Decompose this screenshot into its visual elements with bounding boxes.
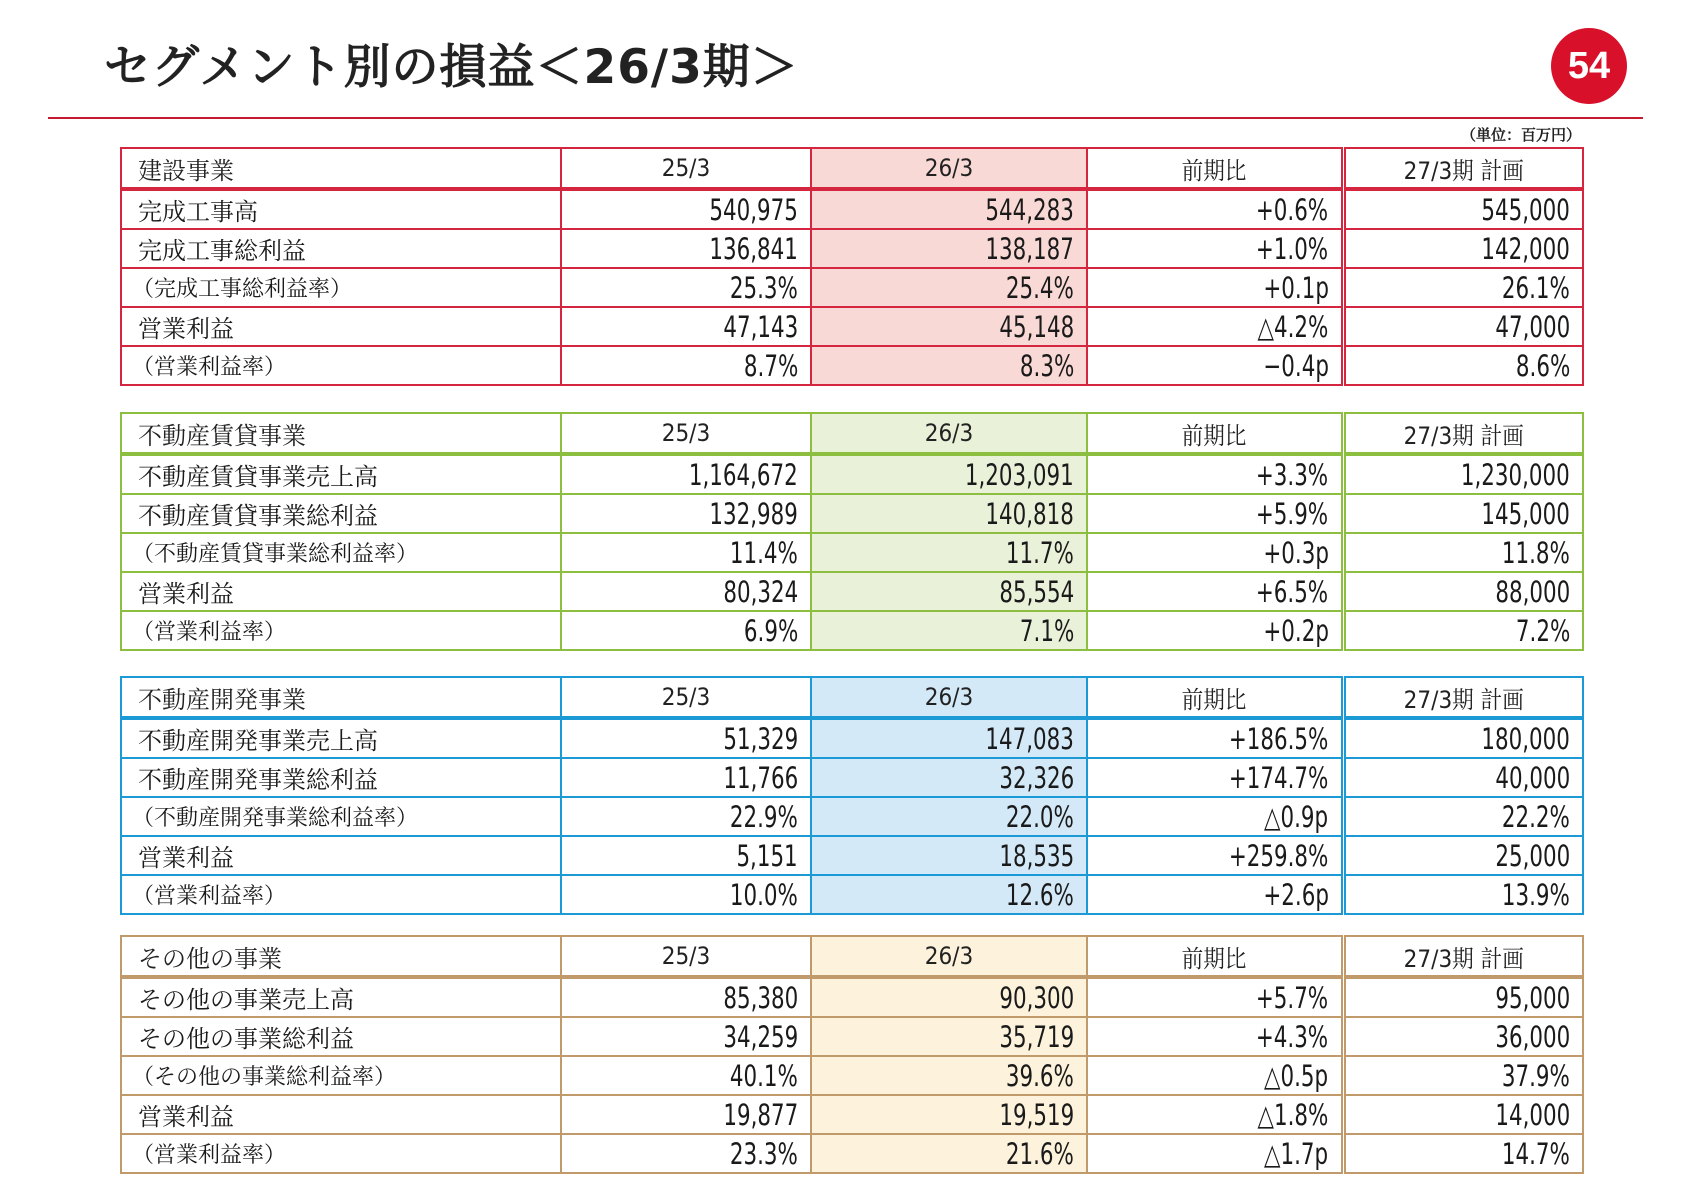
row-label: 営業利益 <box>121 572 561 611</box>
column-header-col-25-3 <box>561 677 811 718</box>
column-header-label: 27/3期 計画 <box>1403 944 1524 973</box>
cell-col-plan <box>1343 1056 1583 1095</box>
table-row <box>121 797 1583 836</box>
segment-name: 不動産賃貸事業 <box>121 413 561 454</box>
cell-value: 23.3% <box>730 1136 798 1171</box>
cell-col-25-3 <box>561 797 811 836</box>
column-header-label: 27/3期 計画 <box>1403 156 1524 185</box>
cell-value: 13.9% <box>1502 877 1570 912</box>
segment-table-real-estate-development <box>120 676 1584 915</box>
cell-col-yoy <box>1087 836 1343 875</box>
cell-value: 1,230,000 <box>1461 457 1570 492</box>
cell-col-25-3 <box>561 758 811 797</box>
cell-value: 80,324 <box>723 574 798 609</box>
column-header-label: 26/3 <box>924 154 974 182</box>
table-row <box>121 494 1583 533</box>
cell-value: 25,000 <box>1495 838 1570 873</box>
cell-col-26-3 <box>811 611 1087 650</box>
segment-header-row <box>121 148 1583 189</box>
row-label: 不動産開発事業売上高 <box>121 718 561 758</box>
cell-value: 14,000 <box>1495 1097 1570 1132</box>
cell-col-yoy <box>1087 189 1343 229</box>
cell-value: 95,000 <box>1495 980 1570 1015</box>
segment-header-row <box>121 936 1583 977</box>
cell-value: 180,000 <box>1481 721 1570 756</box>
column-header-col-yoy <box>1087 148 1343 189</box>
column-header-col-yoy <box>1087 936 1343 977</box>
cell-col-25-3 <box>561 1134 811 1173</box>
cell-value: 40.1% <box>730 1058 798 1093</box>
row-label: （営業利益率） <box>121 1134 561 1173</box>
column-header-col-yoy <box>1087 413 1343 454</box>
column-header-label: 25/3 <box>661 683 711 711</box>
cell-col-yoy <box>1087 758 1343 797</box>
column-header-col-yoy <box>1087 677 1343 718</box>
row-label: 不動産賃貸事業売上高 <box>121 454 561 494</box>
cell-col-26-3 <box>811 494 1087 533</box>
table-row <box>121 1056 1583 1095</box>
cell-col-plan <box>1343 572 1583 611</box>
cell-value: 40,000 <box>1495 760 1570 795</box>
column-header-label: 前期比 <box>1181 421 1247 450</box>
cell-value: 145,000 <box>1481 496 1570 531</box>
cell-col-yoy <box>1087 1017 1343 1056</box>
cell-value: +5.7% <box>1256 980 1329 1015</box>
cell-value: 6.9% <box>743 613 798 648</box>
column-header-label: 26/3 <box>924 942 974 970</box>
title-divider <box>48 117 1643 119</box>
cell-col-plan <box>1343 229 1583 268</box>
cell-col-plan <box>1343 346 1583 385</box>
cell-col-yoy <box>1087 307 1343 346</box>
row-label: その他の事業総利益 <box>121 1017 561 1056</box>
cell-col-26-3 <box>811 977 1087 1017</box>
column-header-col-26-3 <box>811 936 1087 977</box>
cell-col-yoy <box>1087 572 1343 611</box>
row-label: （不動産賃貸事業総利益率） <box>121 533 561 572</box>
cell-col-yoy <box>1087 977 1343 1017</box>
cell-col-25-3 <box>561 189 811 229</box>
cell-col-plan <box>1343 454 1583 494</box>
cell-value: 540,975 <box>709 192 798 227</box>
cell-value: 11.8% <box>1502 535 1570 570</box>
column-header-label: 前期比 <box>1181 156 1247 185</box>
cell-col-yoy <box>1087 1095 1343 1134</box>
column-header-col-plan <box>1343 936 1583 977</box>
cell-col-25-3 <box>561 454 811 494</box>
cell-col-plan <box>1343 189 1583 229</box>
cell-col-25-3 <box>561 533 811 572</box>
cell-value: +4.3% <box>1256 1019 1329 1054</box>
row-label: 営業利益 <box>121 836 561 875</box>
cell-col-26-3 <box>811 1095 1087 1134</box>
cell-col-plan <box>1343 797 1583 836</box>
cell-value: 35,719 <box>999 1019 1074 1054</box>
cell-col-26-3 <box>811 1056 1087 1095</box>
segment-name: 不動産開発事業 <box>121 677 561 718</box>
cell-col-25-3 <box>561 1095 811 1134</box>
cell-col-25-3 <box>561 1056 811 1095</box>
row-label: （営業利益率） <box>121 611 561 650</box>
table-row <box>121 1017 1583 1056</box>
cell-col-26-3 <box>811 836 1087 875</box>
cell-value: 142,000 <box>1481 231 1570 266</box>
cell-col-yoy <box>1087 229 1343 268</box>
cell-col-plan <box>1343 977 1583 1017</box>
cell-value: 147,083 <box>985 721 1074 756</box>
cell-value: 10.0% <box>730 877 798 912</box>
cell-col-26-3 <box>811 533 1087 572</box>
cell-value: 5,151 <box>736 838 798 873</box>
column-header-label: 26/3 <box>924 683 974 711</box>
cell-col-26-3 <box>811 229 1087 268</box>
cell-col-25-3 <box>561 307 811 346</box>
cell-col-plan <box>1343 1134 1583 1173</box>
table-row <box>121 572 1583 611</box>
cell-col-plan <box>1343 611 1583 650</box>
cell-col-plan <box>1343 1095 1583 1134</box>
cell-value: 11.4% <box>730 535 798 570</box>
cell-value: +2.6p <box>1262 877 1329 912</box>
cell-col-25-3 <box>561 346 811 385</box>
table-row <box>121 758 1583 797</box>
cell-value: 1,203,091 <box>965 457 1074 492</box>
cell-col-26-3 <box>811 1134 1087 1173</box>
cell-col-25-3 <box>561 494 811 533</box>
cell-value: 22.9% <box>730 799 798 834</box>
cell-value: 47,143 <box>723 309 798 344</box>
segment-header-row <box>121 413 1583 454</box>
column-header-label: 前期比 <box>1181 685 1247 714</box>
column-header-label: 26/3 <box>924 419 974 447</box>
cell-col-plan <box>1343 494 1583 533</box>
cell-value: 8.7% <box>743 348 798 383</box>
cell-value: +0.2p <box>1262 613 1329 648</box>
cell-value: 37.9% <box>1502 1058 1570 1093</box>
cell-col-yoy <box>1087 494 1343 533</box>
cell-col-26-3 <box>811 718 1087 758</box>
column-header-col-26-3 <box>811 148 1087 189</box>
table-row <box>121 533 1583 572</box>
cell-col-plan <box>1343 836 1583 875</box>
row-label: （営業利益率） <box>121 875 561 914</box>
cell-col-26-3 <box>811 758 1087 797</box>
cell-value: 545,000 <box>1481 192 1570 227</box>
cell-value: 22.0% <box>1006 799 1074 834</box>
column-header-col-25-3 <box>561 413 811 454</box>
cell-value: +0.3p <box>1262 535 1329 570</box>
cell-value: +3.3% <box>1256 457 1329 492</box>
cell-value: 18,535 <box>999 838 1074 873</box>
cell-value: +186.5% <box>1229 721 1329 756</box>
table-row <box>121 611 1583 650</box>
table-row <box>121 1134 1583 1173</box>
cell-value: 90,300 <box>999 980 1074 1015</box>
cell-col-26-3 <box>811 875 1087 914</box>
cell-value: +0.1p <box>1262 270 1329 305</box>
cell-value: +0.6% <box>1256 192 1329 227</box>
cell-value: 7.2% <box>1515 613 1570 648</box>
row-label: （その他の事業総利益率） <box>121 1056 561 1095</box>
unit-note: （単位：百万円） <box>1460 126 1581 144</box>
column-header-col-26-3 <box>811 677 1087 718</box>
segment-table-construction <box>120 147 1584 386</box>
cell-col-yoy <box>1087 1134 1343 1173</box>
table-row <box>121 875 1583 914</box>
row-label: 完成工事総利益 <box>121 229 561 268</box>
cell-col-plan <box>1343 875 1583 914</box>
cell-value: 39.6% <box>1006 1058 1074 1093</box>
row-label: 不動産開発事業総利益 <box>121 758 561 797</box>
cell-col-yoy <box>1087 346 1343 385</box>
cell-col-plan <box>1343 1017 1583 1056</box>
cell-col-25-3 <box>561 611 811 650</box>
page-title: セグメント別の損益＜26/3期＞ <box>104 40 799 95</box>
cell-value: 11.7% <box>1006 535 1074 570</box>
segment-header-row <box>121 677 1583 718</box>
cell-value: 47,000 <box>1495 309 1570 344</box>
segment-table-other <box>120 935 1584 1174</box>
cell-value: 21.6% <box>1006 1136 1074 1171</box>
cell-value: 14.7% <box>1502 1136 1570 1171</box>
table-row <box>121 836 1583 875</box>
cell-value: 88,000 <box>1495 574 1570 609</box>
column-header-col-plan <box>1343 413 1583 454</box>
cell-col-26-3 <box>811 346 1087 385</box>
cell-col-yoy <box>1087 611 1343 650</box>
cell-value: △0.5p <box>1264 1058 1329 1093</box>
cell-value: 138,187 <box>985 231 1074 266</box>
column-header-col-25-3 <box>561 936 811 977</box>
cell-value: 19,519 <box>999 1097 1074 1132</box>
cell-col-plan <box>1343 718 1583 758</box>
cell-value: △1.8% <box>1257 1097 1329 1132</box>
segment-name: 建設事業 <box>121 148 561 189</box>
cell-col-26-3 <box>811 1017 1087 1056</box>
cell-col-25-3 <box>561 1017 811 1056</box>
cell-value: +5.9% <box>1256 496 1329 531</box>
column-header-col-plan <box>1343 148 1583 189</box>
table-row <box>121 718 1583 758</box>
cell-value: 8.3% <box>1019 348 1074 383</box>
cell-value: −0.4p <box>1262 348 1329 383</box>
cell-value: +1.0% <box>1256 231 1329 266</box>
cell-col-26-3 <box>811 307 1087 346</box>
cell-col-yoy <box>1087 268 1343 307</box>
cell-col-plan <box>1343 533 1583 572</box>
cell-value: △1.7p <box>1264 1136 1329 1171</box>
table-row <box>121 189 1583 229</box>
cell-value: 136,841 <box>709 231 798 266</box>
segment-name: その他の事業 <box>121 936 561 977</box>
cell-col-26-3 <box>811 268 1087 307</box>
row-label: （完成工事総利益率） <box>121 268 561 307</box>
row-label: 不動産賃貸事業総利益 <box>121 494 561 533</box>
cell-value: 51,329 <box>723 721 798 756</box>
cell-value: △4.2% <box>1257 309 1329 344</box>
column-header-label: 25/3 <box>661 154 711 182</box>
cell-col-yoy <box>1087 1056 1343 1095</box>
cell-value: +6.5% <box>1256 574 1329 609</box>
page-number-badge: 54 <box>1551 28 1627 104</box>
cell-value: 11,766 <box>723 760 798 795</box>
cell-col-26-3 <box>811 797 1087 836</box>
cell-value: 45,148 <box>999 309 1074 344</box>
cell-col-25-3 <box>561 836 811 875</box>
cell-col-26-3 <box>811 189 1087 229</box>
cell-col-25-3 <box>561 268 811 307</box>
column-header-label: 25/3 <box>661 419 711 447</box>
cell-value: 34,259 <box>723 1019 798 1054</box>
cell-value: 25.3% <box>730 270 798 305</box>
cell-col-yoy <box>1087 875 1343 914</box>
table-row <box>121 346 1583 385</box>
column-header-label: 27/3期 計画 <box>1403 685 1524 714</box>
cell-col-plan <box>1343 268 1583 307</box>
column-header-label: 25/3 <box>661 942 711 970</box>
table-row <box>121 977 1583 1017</box>
table-row <box>121 307 1583 346</box>
column-header-col-26-3 <box>811 413 1087 454</box>
cell-value: 8.6% <box>1515 348 1570 383</box>
row-label: （営業利益率） <box>121 346 561 385</box>
row-label: 営業利益 <box>121 1095 561 1134</box>
table-row <box>121 1095 1583 1134</box>
cell-value: 12.6% <box>1006 877 1074 912</box>
table-row <box>121 229 1583 268</box>
cell-value: +259.8% <box>1229 838 1329 873</box>
cell-col-25-3 <box>561 875 811 914</box>
cell-value: △0.9p <box>1264 799 1329 834</box>
cell-value: +174.7% <box>1229 760 1329 795</box>
row-label: その他の事業売上高 <box>121 977 561 1017</box>
cell-value: 26.1% <box>1502 270 1570 305</box>
row-label: 完成工事高 <box>121 189 561 229</box>
column-header-col-25-3 <box>561 148 811 189</box>
cell-col-yoy <box>1087 718 1343 758</box>
cell-value: 25.4% <box>1006 270 1074 305</box>
column-header-col-plan <box>1343 677 1583 718</box>
cell-col-26-3 <box>811 454 1087 494</box>
cell-col-yoy <box>1087 454 1343 494</box>
cell-value: 140,818 <box>985 496 1074 531</box>
cell-value: 36,000 <box>1495 1019 1570 1054</box>
column-header-label: 27/3期 計画 <box>1403 421 1524 450</box>
cell-value: 19,877 <box>723 1097 798 1132</box>
cell-col-yoy <box>1087 797 1343 836</box>
cell-col-yoy <box>1087 533 1343 572</box>
cell-value: 32,326 <box>999 760 1074 795</box>
cell-value: 85,380 <box>723 980 798 1015</box>
cell-col-26-3 <box>811 572 1087 611</box>
table-row <box>121 268 1583 307</box>
cell-value: 1,164,672 <box>689 457 798 492</box>
cell-value: 7.1% <box>1019 613 1074 648</box>
cell-value: 132,989 <box>709 496 798 531</box>
cell-col-25-3 <box>561 718 811 758</box>
cell-col-plan <box>1343 307 1583 346</box>
column-header-label: 前期比 <box>1181 944 1247 973</box>
cell-col-plan <box>1343 758 1583 797</box>
table-row <box>121 454 1583 494</box>
row-label: （不動産開発事業総利益率） <box>121 797 561 836</box>
cell-col-25-3 <box>561 977 811 1017</box>
segment-table-real-estate-leasing <box>120 412 1584 651</box>
cell-value: 85,554 <box>999 574 1074 609</box>
cell-col-25-3 <box>561 229 811 268</box>
row-label: 営業利益 <box>121 307 561 346</box>
cell-value: 22.2% <box>1502 799 1570 834</box>
cell-value: 544,283 <box>985 192 1074 227</box>
cell-col-25-3 <box>561 572 811 611</box>
